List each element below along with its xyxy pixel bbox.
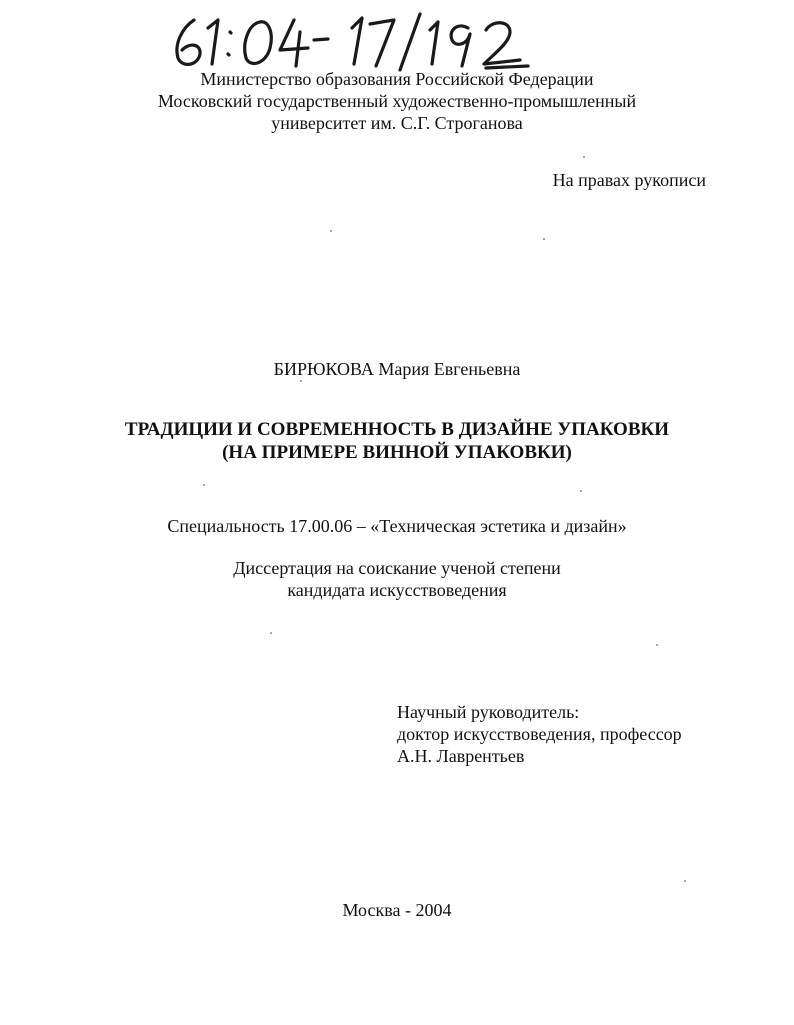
university-line-1: Московский государственный художественно-промышленный bbox=[157, 91, 637, 111]
city-year: Москва - 2004 bbox=[342, 900, 452, 920]
dissertation-line-2: кандидата искусствоведения bbox=[287, 580, 507, 600]
scan-speck bbox=[580, 490, 582, 492]
dissertation-line-1: Диссертация на соискание ученой степени bbox=[233, 558, 561, 578]
scan-speck bbox=[300, 380, 302, 382]
scan-speck bbox=[543, 238, 545, 240]
specialty-line: Специальность 17.00.06 – «Техническая эстетика и дизайн» bbox=[167, 516, 627, 536]
scan-speck bbox=[583, 156, 585, 158]
scan-speck bbox=[270, 632, 272, 634]
manuscript-rights-note: На правах рукописи bbox=[552, 170, 706, 190]
thesis-title-line-1: ТРАДИЦИИ И СОВРЕМЕННОСТЬ В ДИЗАЙНЕ УПАКОВКИ bbox=[124, 419, 670, 440]
supervisor-name: А.Н. Лаврентьев bbox=[397, 746, 525, 766]
handwriting-drawing bbox=[168, 6, 548, 72]
supervisor-label: Научный руководитель: bbox=[397, 702, 580, 722]
supervisor-degree: доктор искусствоведения, профессор bbox=[397, 724, 682, 744]
scan-speck bbox=[684, 880, 686, 882]
scan-speck bbox=[330, 230, 332, 232]
scan-speck bbox=[203, 484, 205, 486]
handwritten-registration-number bbox=[168, 6, 548, 72]
author-name: БИРЮКОВА Мария Евгеньевна bbox=[273, 359, 521, 379]
university-line-2: университет им. С.Г. Строганова bbox=[271, 113, 523, 133]
scan-speck bbox=[656, 644, 658, 646]
thesis-title-line-2: (НА ПРИМЕРЕ ВИННОЙ УПАКОВКИ) bbox=[222, 442, 572, 463]
ministry-line: Министерство образования Российской Федерации bbox=[200, 69, 594, 89]
